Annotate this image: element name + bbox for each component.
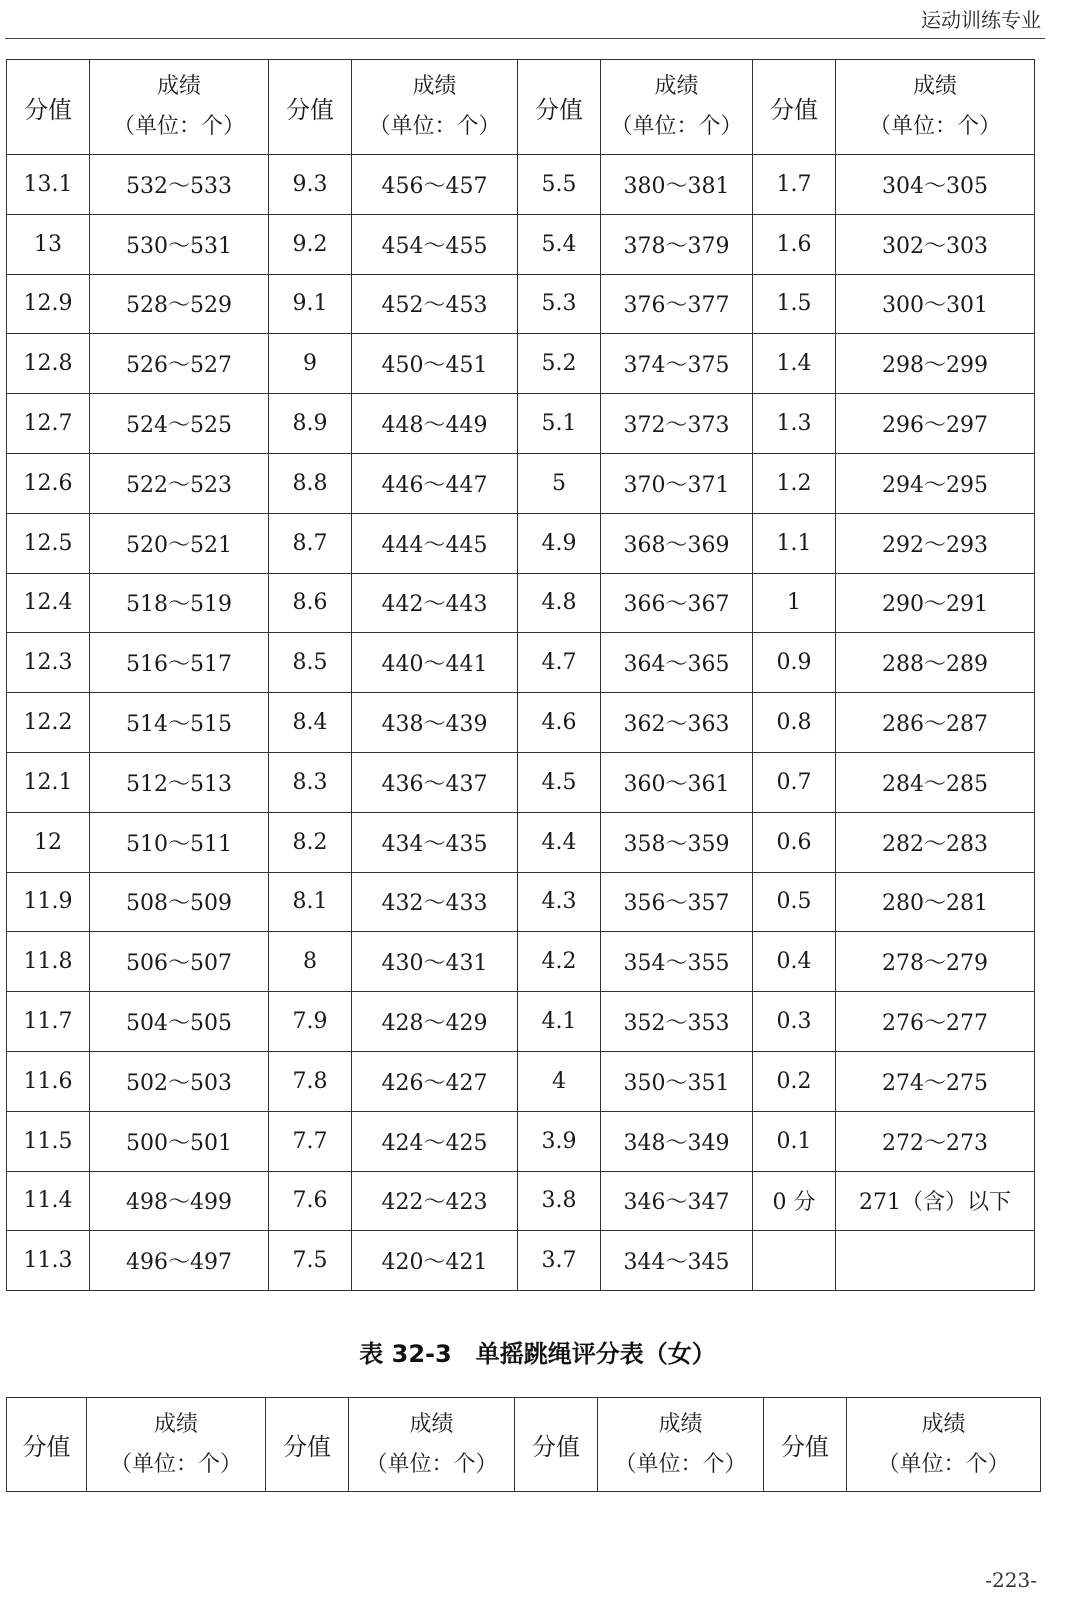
score-cell: 3.7 [518,1231,601,1291]
score-cell: 1.7 [753,155,836,215]
result-cell: 286～287 [836,693,1035,753]
score-cell: 12.4 [7,573,90,633]
score-cell: 4.3 [518,872,601,932]
score-table-main [6,59,1035,1291]
score-cell: 4.8 [518,573,601,633]
score-cell: 4.4 [518,812,601,872]
result-header-line2: （单位：个） [365,1451,498,1477]
result-cell: 284～285 [836,752,1035,812]
table-caption: 表 32-3 单摇跳绳评分表（女） [359,1340,716,1368]
score-cell: 12.7 [7,394,90,454]
score-cell: 0.9 [753,633,836,693]
result-cell: 496～497 [90,1231,269,1291]
result-cell: 300～301 [836,274,1035,334]
score-column-header: 分值 [753,60,836,155]
score-cell: 4.1 [518,992,601,1052]
result-column-header [90,60,269,155]
score-cell: 12.8 [7,334,90,394]
result-cell: 450～451 [352,334,518,394]
result-column-header [352,60,518,155]
result-cell: 424～425 [352,1111,518,1171]
result-header-line1: 成绩 [912,74,957,99]
result-cell: 434～435 [352,812,518,872]
result-cell: 504～505 [90,992,269,1052]
result-cell: 344～345 [601,1231,753,1291]
score-cell: 11.3 [7,1231,90,1291]
score-cell: 11.7 [7,992,90,1052]
score-cell: 12.2 [7,693,90,753]
page-number: -223- [985,1568,1037,1592]
score-cell: 13 [7,214,90,274]
score-cell: 1 [753,573,836,633]
score-cell [753,1231,836,1291]
score-cell: 4 [518,1051,601,1111]
result-cell: 506～507 [90,932,269,992]
result-cell: 368～369 [601,513,753,573]
score-cell: 4.2 [518,932,601,992]
score-cell: 11.4 [7,1171,90,1231]
result-cell: 378～379 [601,214,753,274]
result-cell: 498～499 [90,1171,269,1231]
table-header-row [7,60,1035,155]
score-cell: 5 [518,453,601,513]
table-row [7,155,1035,215]
table-row [7,394,1035,454]
score-column-header: 分值 [266,1398,349,1492]
result-cell: 530～531 [90,214,269,274]
score-cell: 5.1 [518,394,601,454]
score-cell: 12.3 [7,633,90,693]
score-cell: 8.7 [269,513,352,573]
result-cell [836,1231,1035,1291]
result-cell: 358～359 [601,812,753,872]
result-cell: 360～361 [601,752,753,812]
result-cell: 274～275 [836,1051,1035,1111]
score-cell: 0.6 [753,812,836,872]
score-cell: 0.3 [753,992,836,1052]
result-cell: 502～503 [90,1051,269,1111]
score-cell: 9.2 [269,214,352,274]
result-cell: 430～431 [352,932,518,992]
score-cell: 1.4 [753,334,836,394]
score-cell: 0 分 [753,1171,836,1231]
result-header-line1: 成绩 [153,1411,198,1437]
result-cell: 380～381 [601,155,753,215]
table-row [7,633,1035,693]
score-cell: 8.9 [269,394,352,454]
result-header-line1: 成绩 [921,1411,966,1437]
result-cell: 456～457 [352,155,518,215]
result-cell: 532～533 [90,155,269,215]
header-divider [5,38,1045,39]
result-cell: 520～521 [90,513,269,573]
score-cell: 4.6 [518,693,601,753]
score-cell: 9.3 [269,155,352,215]
table-row [7,752,1035,812]
score-cell: 8.1 [269,872,352,932]
result-cell: 528～529 [90,274,269,334]
result-cell: 422～423 [352,1171,518,1231]
score-cell: 4.7 [518,633,601,693]
result-header-line1: 成绩 [156,74,201,99]
table-row [7,1051,1035,1111]
result-cell: 346～347 [601,1171,753,1231]
score-cell: 0.7 [753,752,836,812]
result-cell: 372～373 [601,394,753,454]
result-column-header [349,1398,515,1492]
score-cell: 8.8 [269,453,352,513]
result-cell: 282～283 [836,812,1035,872]
result-cell: 444～445 [352,513,518,573]
result-cell: 440～441 [352,633,518,693]
score-cell: 0.8 [753,693,836,753]
result-cell: 420～421 [352,1231,518,1291]
result-header-line2: （单位：个） [614,1451,747,1477]
result-cell: 524～525 [90,394,269,454]
result-cell: 508～509 [90,872,269,932]
result-column-header [836,60,1035,155]
score-cell: 7.6 [269,1171,352,1231]
result-header-line2: （单位：个） [610,114,743,139]
result-cell: 350～351 [601,1051,753,1111]
score-cell: 5.3 [518,274,601,334]
result-cell: 526～527 [90,334,269,394]
result-cell: 304～305 [836,155,1035,215]
score-column-header: 分值 [7,1398,87,1492]
table-row [7,992,1035,1052]
result-cell: 290～291 [836,573,1035,633]
result-column-header [601,60,753,155]
score-cell: 7.8 [269,1051,352,1111]
score-cell: 1.2 [753,453,836,513]
result-cell: 426～427 [352,1051,518,1111]
score-cell: 9.1 [269,274,352,334]
score-column-header: 分值 [7,60,90,155]
score-cell: 12.6 [7,453,90,513]
result-cell: 302～303 [836,214,1035,274]
score-cell: 12 [7,812,90,872]
table-row [7,214,1035,274]
result-column-header [598,1398,764,1492]
result-cell: 452～453 [352,274,518,334]
score-cell: 4.9 [518,513,601,573]
result-cell: 278～279 [836,932,1035,992]
result-cell: 500～501 [90,1111,269,1171]
result-cell: 516～517 [90,633,269,693]
score-cell: 11.8 [7,932,90,992]
score-cell: 11.9 [7,872,90,932]
table-row [7,1111,1035,1171]
table-row [7,453,1035,513]
result-cell: 292～293 [836,513,1035,573]
result-header-line1: 成绩 [412,74,457,99]
result-cell: 518～519 [90,573,269,633]
table-row [7,1231,1035,1291]
score-cell: 8.3 [269,752,352,812]
result-cell: 348～349 [601,1111,753,1171]
result-header-line2: （单位：个） [877,1451,1010,1477]
score-cell: 1.5 [753,274,836,334]
table-row [7,573,1035,633]
result-cell: 448～449 [352,394,518,454]
result-cell: 446～447 [352,453,518,513]
score-cell: 4.5 [518,752,601,812]
result-header-line1: 成绩 [409,1411,454,1437]
result-cell: 288～289 [836,633,1035,693]
score-cell: 5.4 [518,214,601,274]
result-cell: 362～363 [601,693,753,753]
score-column-header: 分值 [764,1398,847,1492]
score-cell: 8.6 [269,573,352,633]
score-cell: 3.8 [518,1171,601,1231]
score-table-body [7,155,1035,1291]
result-cell: 432～433 [352,872,518,932]
table-row [7,872,1035,932]
result-cell: 442～443 [352,573,518,633]
table-row [7,274,1035,334]
table-row [7,693,1035,753]
result-header-line2: （单位：个） [112,114,245,139]
score-cell: 0.5 [753,872,836,932]
score-cell: 5.5 [518,155,601,215]
result-cell: 294～295 [836,453,1035,513]
score-cell: 7.7 [269,1111,352,1171]
running-title: 运动训练专业 [921,8,1041,32]
score-column-header: 分值 [515,1398,598,1492]
score-cell: 11.5 [7,1111,90,1171]
score-cell: 9 [269,334,352,394]
score-cell: 7.5 [269,1231,352,1291]
score-cell: 8.4 [269,693,352,753]
result-column-header [847,1398,1041,1492]
result-cell: 296～297 [836,394,1035,454]
result-cell: 354～355 [601,932,753,992]
score-cell: 8.2 [269,812,352,872]
result-cell: 272～273 [836,1111,1035,1171]
result-cell: 280～281 [836,872,1035,932]
score-cell: 12.5 [7,513,90,573]
table-row [7,334,1035,394]
table-row [7,932,1035,992]
result-cell: 510～511 [90,812,269,872]
score-table-female [6,1397,1041,1492]
result-cell: 374～375 [601,334,753,394]
result-header-line1: 成绩 [658,1411,703,1437]
result-cell: 271（含）以下 [836,1171,1035,1231]
table-row [7,812,1035,872]
result-column-header [87,1398,266,1492]
score-cell: 0.1 [753,1111,836,1171]
score-cell: 3.9 [518,1111,601,1171]
result-cell: 298～299 [836,334,1035,394]
score-column-header: 分值 [269,60,352,155]
result-cell: 366～367 [601,573,753,633]
score-cell: 11.6 [7,1051,90,1111]
score-cell: 12.9 [7,274,90,334]
result-cell: 276～277 [836,992,1035,1052]
score-cell: 8 [269,932,352,992]
result-cell: 438～439 [352,693,518,753]
score-cell: 8.5 [269,633,352,693]
score-cell: 1.3 [753,394,836,454]
result-cell: 370～371 [601,453,753,513]
result-cell: 514～515 [90,693,269,753]
score-cell: 0.4 [753,932,836,992]
result-header-line2: （单位：个） [109,1451,242,1477]
result-cell: 428～429 [352,992,518,1052]
table-header-row [7,1398,1041,1492]
result-header-line2: （单位：个） [868,114,1001,139]
result-cell: 356～357 [601,872,753,932]
score-cell: 1.6 [753,214,836,274]
score-cell: 12.1 [7,752,90,812]
result-cell: 454～455 [352,214,518,274]
result-cell: 436～437 [352,752,518,812]
score-cell: 0.2 [753,1051,836,1111]
result-cell: 512～513 [90,752,269,812]
result-header-line2: （单位：个） [368,114,501,139]
score-cell: 5.2 [518,334,601,394]
score-cell: 7.9 [269,992,352,1052]
score-cell: 1.1 [753,513,836,573]
score-column-header: 分值 [518,60,601,155]
result-cell: 352～353 [601,992,753,1052]
table-row [7,1171,1035,1231]
result-cell: 376～377 [601,274,753,334]
result-header-line1: 成绩 [654,74,699,99]
score-cell: 13.1 [7,155,90,215]
result-cell: 522～523 [90,453,269,513]
table-row [7,513,1035,573]
result-cell: 364～365 [601,633,753,693]
